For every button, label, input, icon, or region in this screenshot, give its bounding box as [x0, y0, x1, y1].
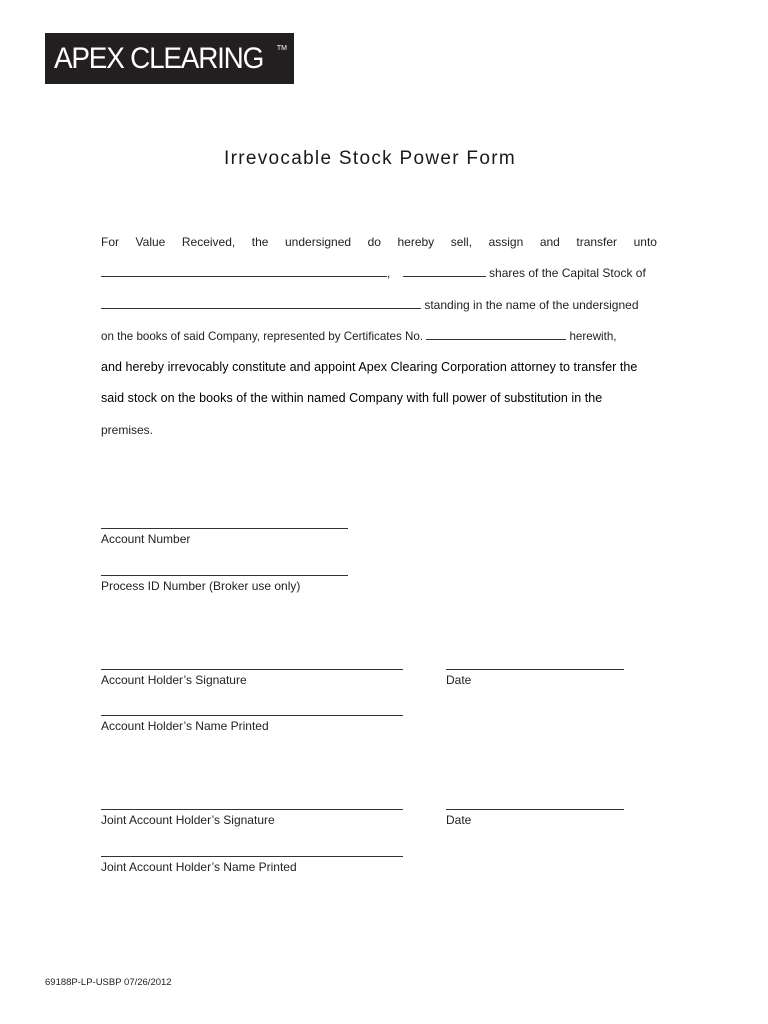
body-word: Received, [181, 235, 236, 249]
shares-count-blank[interactable] [403, 266, 486, 277]
line4-prefix: on the books of said Company, represented by Certificates No. [101, 330, 424, 343]
body-line-3 [101, 298, 657, 312]
holder-name-label: Account Holder’s Name Printed [101, 719, 269, 733]
joint-name-line[interactable] [101, 856, 403, 857]
body-word: hereby [397, 235, 435, 249]
certificate-number-blank[interactable] [426, 329, 566, 340]
joint-date-label: Date [446, 813, 472, 827]
body-line-2 [101, 266, 657, 280]
body-line-7: premises. [101, 423, 154, 437]
joint-date-line[interactable] [446, 809, 624, 810]
body-word: assign [488, 235, 524, 249]
company-name-blank[interactable] [101, 298, 421, 309]
logo-text: APEX CLEARING [54, 42, 264, 75]
apex-clearing-logo [45, 33, 294, 84]
body-line-1 [101, 235, 657, 249]
holder-signature-label: Account Holder’s Signature [101, 673, 247, 687]
joint-name-label: Joint Account Holder’s Name Printed [101, 860, 297, 874]
form-title: Irrevocable Stock Power Form [224, 148, 516, 169]
comma: , [387, 266, 391, 280]
joint-signature-label: Joint Account Holder’s Signature [101, 813, 275, 827]
account-number-label: Account Number [101, 532, 191, 546]
account-number-line[interactable] [101, 528, 348, 529]
body-word: do [367, 235, 381, 249]
process-id-line[interactable] [101, 575, 348, 576]
holder-signature-line[interactable] [101, 669, 403, 670]
body-line-6: said stock on the books of the within named Company with full power of substitution in the [101, 391, 603, 405]
line2-text: shares of the Capital Stock of [489, 266, 646, 280]
body-word: For [101, 235, 119, 249]
holder-date-label: Date [446, 673, 472, 687]
transferee-blank[interactable] [101, 266, 387, 277]
form-code-footer: 69188P-LP-USBP 07/26/2012 [45, 977, 172, 988]
line3-text: standing in the name of the undersigned [424, 298, 639, 312]
body-word: and [539, 235, 560, 249]
process-id-label: Process ID Number (Broker use only) [101, 579, 301, 593]
body-line-5: and hereby irrevocably constitute and appoint Apex Clearing Corporation attorney to transfer the [101, 360, 638, 374]
body-word: unto [633, 235, 657, 249]
body-word: undersigned [285, 235, 352, 249]
logo-trademark: TM [276, 45, 287, 52]
joint-signature-line[interactable] [101, 809, 403, 810]
body-line-4 [101, 329, 657, 344]
body-word: Value [135, 235, 166, 249]
holder-date-line[interactable] [446, 669, 624, 670]
body-word: sell, [450, 235, 473, 249]
body-word: transfer [576, 235, 618, 249]
line4-suffix: herewith, [569, 330, 617, 343]
holder-name-line[interactable] [101, 715, 403, 716]
body-word: the [251, 235, 269, 249]
